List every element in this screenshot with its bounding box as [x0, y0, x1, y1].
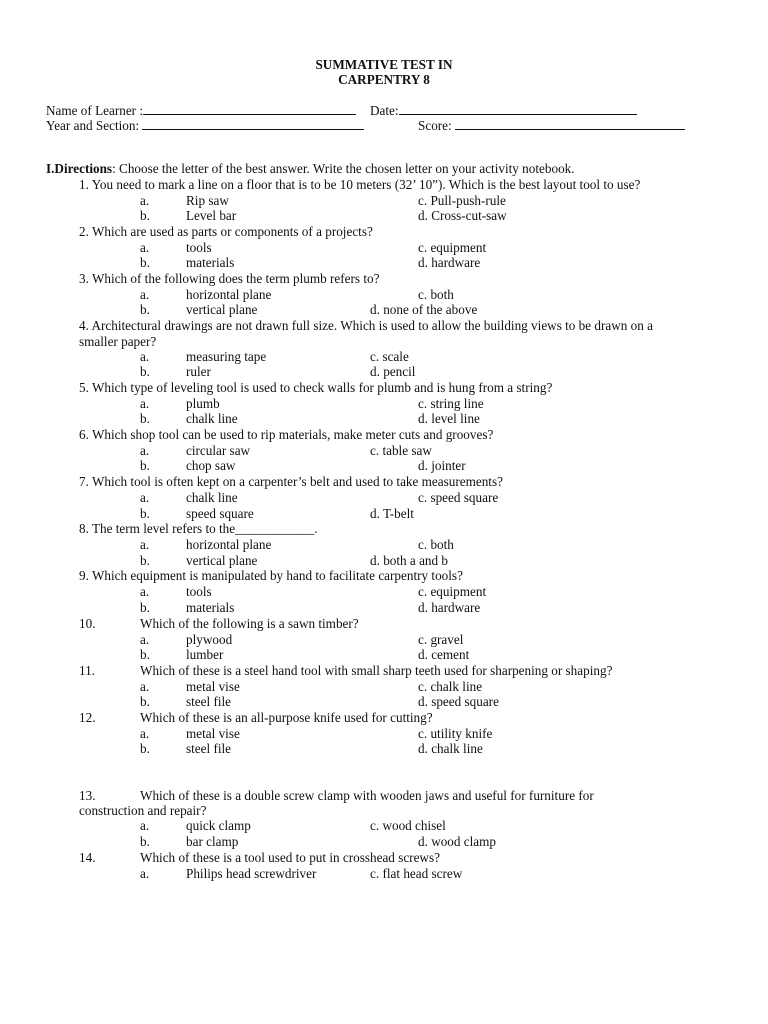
- option-a: plumb: [186, 396, 220, 411]
- question-number: 3.: [79, 271, 89, 286]
- option-letter-b: b.: [140, 834, 150, 849]
- option-letter-a: a.: [140, 537, 150, 552]
- option-a: tools: [186, 240, 212, 255]
- question-number: 14.: [79, 850, 96, 865]
- option-b: bar clamp: [186, 834, 239, 849]
- question-9: [79, 568, 463, 583]
- name-field: [46, 103, 356, 118]
- option-b: Level bar: [186, 208, 237, 223]
- question-6: [79, 427, 493, 442]
- question-text: Which tool is often kept on a carpenter’s belt and used to take measurements?: [91, 474, 503, 489]
- question-text: Which equipment is manipulated by hand to facilitate carpentry tools?: [91, 568, 463, 583]
- option-d: d. hardware: [418, 255, 481, 270]
- option-letter-b: b.: [140, 302, 150, 317]
- year-section-field: [46, 118, 364, 133]
- option-letter-b: b.: [140, 506, 150, 521]
- option-b: vertical plane: [186, 302, 258, 317]
- score-blank: [455, 118, 685, 130]
- question-13-continued: construction and repair?: [79, 803, 207, 818]
- option-letter-a: a.: [140, 818, 150, 833]
- score-field: [418, 118, 685, 133]
- question-number: 5.: [79, 380, 89, 395]
- question-text: Which of the following does the term plumb refers to?: [91, 271, 380, 286]
- option-d: d. jointer: [418, 458, 466, 473]
- option-d: d. cement: [418, 647, 470, 662]
- option-a: quick clamp: [186, 818, 251, 833]
- question-text: Which shop tool can be used to rip materials, make meter cuts and grooves?: [91, 427, 494, 442]
- option-b: steel file: [186, 741, 232, 756]
- question-number: 12.: [79, 710, 96, 725]
- option-c: c. both: [418, 537, 454, 552]
- option-c: c. flat head screw: [370, 866, 463, 881]
- question-text: The term level refers to the____________.: [91, 521, 318, 536]
- option-a: Rip saw: [186, 193, 229, 208]
- option-letter-a: a.: [140, 287, 150, 302]
- question-3: [79, 271, 379, 286]
- option-d: d. Cross-cut-saw: [418, 208, 507, 223]
- name-label: Name of Learner :: [46, 103, 144, 118]
- question-number: 4.: [79, 318, 89, 333]
- question-12: Which of these is an all-purpose knife used for cutting?: [140, 710, 433, 725]
- option-c: c. scale: [370, 349, 409, 364]
- question-4-continued: smaller paper?: [79, 334, 157, 349]
- option-letter-b: b.: [140, 411, 150, 426]
- option-letter-b: b.: [140, 600, 150, 615]
- question-number: 8.: [79, 521, 89, 536]
- option-letter-b: b.: [140, 694, 150, 709]
- option-b: materials: [186, 255, 235, 270]
- option-letter-a: a.: [140, 632, 150, 647]
- question-4: [79, 318, 653, 333]
- question-10: Which of the following is a sawn timber?: [140, 616, 359, 631]
- option-c: c. gravel: [418, 632, 464, 647]
- directions: [46, 161, 575, 176]
- option-a: circular saw: [186, 443, 251, 458]
- option-letter-a: a.: [140, 584, 150, 599]
- option-c: c. both: [418, 287, 454, 302]
- question-text: Which type of leveling tool is used to check walls for plumb and is hung from a string?: [91, 380, 553, 395]
- option-letter-a: a.: [140, 193, 150, 208]
- option-b: materials: [186, 600, 235, 615]
- option-c: c. utility knife: [418, 726, 493, 741]
- score-label: Score:: [418, 118, 452, 133]
- directions-text: : Choose the letter of the best answer. Write the chosen letter on your activity notebook.: [112, 161, 575, 176]
- option-b: chalk line: [186, 411, 238, 426]
- title-line-1: SUMMATIVE TEST IN: [315, 57, 453, 72]
- question-14: Which of these is a tool used to put in crosshead screws?: [140, 850, 440, 865]
- option-b: lumber: [186, 647, 224, 662]
- option-letter-a: a.: [140, 240, 150, 255]
- option-b: speed square: [186, 506, 254, 521]
- question-number: 11.: [79, 663, 95, 678]
- date-blank: [399, 103, 637, 115]
- option-letter-b: b.: [140, 255, 150, 270]
- option-b: steel file: [186, 694, 232, 709]
- question-11: Which of these is a steel hand tool with small sharp teeth used for sharpening or shaping?: [140, 663, 613, 678]
- option-letter-a: a.: [140, 679, 150, 694]
- option-b: ruler: [186, 364, 211, 379]
- question-number: 9.: [79, 568, 89, 583]
- option-a: Philips head screwdriver: [186, 866, 317, 881]
- option-c: c. string line: [418, 396, 484, 411]
- question-2: [79, 224, 373, 239]
- option-d: d. wood clamp: [418, 834, 497, 849]
- option-d: d. none of the above: [370, 302, 478, 317]
- question-13: Which of these is a double screw clamp with wooden jaws and useful for furniture for: [140, 788, 594, 803]
- option-d: d. hardware: [418, 600, 481, 615]
- option-c: c. equipment: [418, 584, 487, 599]
- option-c: c. equipment: [418, 240, 487, 255]
- directions-label: I.Directions: [46, 161, 113, 176]
- option-d: d. speed square: [418, 694, 499, 709]
- question-1: [79, 177, 640, 192]
- option-letter-b: b.: [140, 364, 150, 379]
- question-8: [79, 521, 318, 536]
- option-a: horizontal plane: [186, 537, 272, 552]
- option-a: metal vise: [186, 679, 240, 694]
- question-number: 6.: [79, 427, 89, 442]
- option-letter-a: a.: [140, 490, 150, 505]
- option-letter-b: b.: [140, 553, 150, 568]
- option-letter-b: b.: [140, 458, 150, 473]
- date-field: [370, 103, 637, 118]
- option-d: d. pencil: [370, 364, 416, 379]
- option-letter-a: a.: [140, 443, 150, 458]
- question-text: Which are used as parts or components of a projects?: [91, 224, 373, 239]
- question-number: 2.: [79, 224, 89, 239]
- question-number: 10.: [79, 616, 96, 631]
- question-5: [79, 380, 552, 395]
- option-c: c. speed square: [418, 490, 499, 505]
- option-a: measuring tape: [186, 349, 267, 364]
- option-a: metal vise: [186, 726, 240, 741]
- title-line-2: CARPENTRY 8: [338, 72, 430, 87]
- year-section-label: Year and Section:: [46, 118, 140, 133]
- option-b: chop saw: [186, 458, 236, 473]
- option-letter-b: b.: [140, 741, 150, 756]
- option-c: c. chalk line: [418, 679, 483, 694]
- date-label: Date:: [370, 103, 399, 118]
- question-text: Architectural drawings are not drawn full size. Which is used to allow the building views to be drawn on a: [91, 318, 654, 333]
- question-number: 1.: [79, 177, 89, 192]
- option-c: c. Pull-push-rule: [418, 193, 506, 208]
- option-a: plywood: [186, 632, 233, 647]
- option-d: d. T-belt: [370, 506, 414, 521]
- option-d: d. both a and b: [370, 553, 449, 568]
- question-text: You need to mark a line on a floor that is to be 10 meters (32’ 10”). Which is the best layout tool to use?: [91, 177, 641, 192]
- option-letter-a: a.: [140, 349, 150, 364]
- question-7: [79, 474, 503, 489]
- question-number: 7.: [79, 474, 89, 489]
- name-blank: [143, 103, 356, 115]
- option-c: c. wood chisel: [370, 818, 446, 833]
- option-letter-b: b.: [140, 208, 150, 223]
- option-d: d. chalk line: [418, 741, 483, 756]
- option-b: vertical plane: [186, 553, 258, 568]
- year-section-blank: [142, 118, 364, 130]
- option-letter-a: a.: [140, 726, 150, 741]
- option-letter-b: b.: [140, 647, 150, 662]
- option-letter-a: a.: [140, 866, 150, 881]
- option-c: c. table saw: [370, 443, 432, 458]
- question-number: 13.: [79, 788, 96, 803]
- option-a: horizontal plane: [186, 287, 272, 302]
- option-d: d. level line: [418, 411, 480, 426]
- option-letter-a: a.: [140, 396, 150, 411]
- option-a: chalk line: [186, 490, 238, 505]
- option-a: tools: [186, 584, 212, 599]
